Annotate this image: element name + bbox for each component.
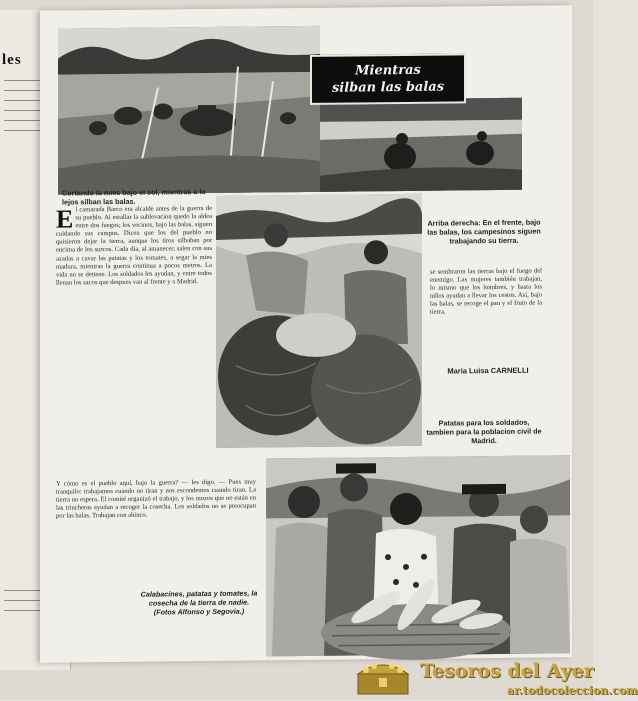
author-byline: Maria Luisa CARNELLI — [447, 365, 529, 376]
article-body-top: l camarada Barco era alcalde antes de la guerra de su pueblo. Al estallar la sublevacion quedo la aldea entre dos fuegos; los vecinos, bajo las balas, siguen cuidando sus campos. Dicen que los del pueblo no quisieron dejar la tierra, aunque los tiros silbaban por encima de los surcos. Cada dia, al amanecer, salen con sus azadas a cavar las patatas y los tomates, a segar la mies madura, mientras la guerra continua a pocos metros. La vida no se detiene. Los soldados les ayudan, y entre todos llenan los sacos que despues van al frente y a Madrid. — [56, 204, 212, 287]
caption-right-upper: Arriba derecha: En el frente, bajo las balas, los campesinos siguen trabajando su tierra. — [427, 217, 541, 246]
treasure-chest-icon — [352, 658, 414, 696]
article-column-left — [56, 205, 212, 288]
watermark-title: Tesoros del Ayer — [420, 660, 594, 682]
watermark — [352, 654, 638, 698]
photo-field-workers — [58, 26, 320, 195]
caption-top-photo: Cortando la mies bajo el sol, mientras a lo lejos silban las balas. — [62, 187, 206, 207]
article-column-right — [430, 268, 542, 318]
magazine-page — [40, 5, 572, 663]
photo-soldiers-harvest — [320, 98, 522, 192]
article-body-right: se sembraron las tierras bajo el fuego del enemigo. Las mujeres también trabajan, lo mismo que los hombres, y hasta los niños ayudan a llevar los cestos. Así, bajo las balas, se recoge el pan y el fruto de la tierra. — [430, 267, 542, 317]
caption-right-lower: Patatas para los soldados, tambien para la poblacion civil de Madrid. — [426, 417, 542, 446]
caption-bottom-photo: Calabacines, patatas y tomates, la cosecha de la tierra de nadie. (Fotos Alfonso y Segovia.) — [140, 588, 258, 617]
previous-page-heading: les — [2, 52, 22, 68]
drop-cap: E — [56, 204, 74, 234]
headline-box — [310, 53, 466, 105]
headline-line-1: Mientras — [355, 62, 421, 79]
headline-line-2: silban las balas — [331, 79, 445, 96]
article-column-left-bottom — [56, 479, 256, 522]
article-body-bottom: Y cómo es el pueblo aquí, bajo la guerra? — les digo. — Pues muy tranquilo: trabajamos cuando no tiran y nos escondemos cuando tiran. La tierra no espera. El comité organizó el trabajo, y los mozos que no están en las trincheras ayudan a recoger la cosecha. Los soldados no se preocupan por las balas. Trabajan con ahinco. — [56, 478, 256, 520]
photo-group-basket — [266, 455, 570, 656]
photo-potato-sacks — [216, 194, 422, 448]
watermark-site: ar.todocoleccion.com — [507, 684, 638, 697]
